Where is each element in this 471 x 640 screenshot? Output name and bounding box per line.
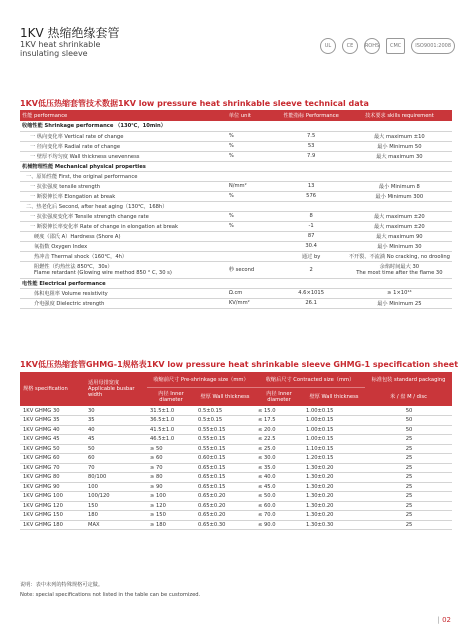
table-cell: 13 — [276, 181, 347, 191]
table-cell: 70 — [85, 463, 147, 473]
table-cell: 电性能 Electrical performance — [20, 278, 227, 288]
col-header-performance: 性能 performance — [20, 110, 227, 121]
table-cell: Ω.cm — [227, 288, 276, 298]
table-row — [20, 161, 452, 171]
table-cell: 25 — [365, 511, 452, 521]
table-cell: 1.30±0.20 — [303, 473, 365, 483]
iso-cert-icon: ISO9001:2008 — [411, 38, 455, 54]
table-row — [20, 171, 452, 181]
col-header-pre-wall: 壁厚 Wall thickness — [195, 388, 255, 406]
table-cell: 最大 maximum 90 — [347, 231, 452, 241]
col-header-m-per-disc: 米 / 盘 M / disc — [365, 388, 452, 406]
table-cell — [227, 278, 276, 288]
table-cell — [227, 251, 276, 261]
table-cell: -1 — [276, 221, 347, 231]
col-header-con-inner: 内径 Inner diameter — [255, 388, 303, 406]
table-cell: 1KV GHMG 40 — [20, 425, 85, 435]
table-cell: ≤ 15.0 — [255, 406, 303, 416]
rohs-cert-icon: ROHS — [364, 38, 380, 54]
table-cell: 41.5±1.0 — [147, 425, 195, 435]
cmc-cert-icon: CMC — [386, 38, 405, 54]
table-cell: 1.00±0.15 — [303, 406, 365, 416]
table-cell: 最小 Minimum 300 — [347, 191, 452, 201]
table-cell: 80/100 — [85, 473, 147, 483]
col-header-packaging: 标准包装 standard packaging — [365, 372, 452, 388]
table-row — [20, 473, 452, 483]
table-cell: 1KV GHMG 100 — [20, 492, 85, 502]
table-cell: ≥ 60 — [147, 454, 195, 464]
table-row — [20, 141, 452, 151]
table-row — [20, 288, 452, 298]
table-row — [20, 298, 452, 308]
table-cell: MAX — [85, 520, 147, 530]
table-cell — [276, 171, 347, 181]
table-cell: ≤ 50.0 — [255, 492, 303, 502]
col-header-pre-shrink: 收缩前尺寸 Pre-shrinkage size（mm） — [147, 372, 255, 388]
table-cell: 一 断裂伸长率变化率 Rate of change in elongation at break — [20, 221, 227, 231]
table-cell: 7.9 — [276, 151, 347, 161]
table-cell — [276, 121, 347, 131]
col-header-unit: 单位 unit — [227, 110, 276, 121]
table-cell: ≤ 20.0 — [255, 425, 303, 435]
table-cell: ≥ 150 — [147, 511, 195, 521]
table-row — [20, 454, 452, 464]
table-cell: 31.5±1.0 — [147, 406, 195, 416]
table-cell: ≤ 90.0 — [255, 520, 303, 530]
table-row — [20, 211, 452, 221]
table-cell — [227, 161, 276, 171]
table-cell: 机械物理性能 Mechanical physical properties — [20, 161, 227, 171]
table-row — [20, 201, 452, 211]
table-row — [20, 501, 452, 511]
table-cell: 25 — [365, 454, 452, 464]
table-cell: 1.30±0.20 — [303, 511, 365, 521]
table-cell: 1KV GHMG 50 — [20, 444, 85, 454]
table-row — [20, 444, 452, 454]
table-cell: 53 — [276, 141, 347, 151]
table-cell: 一 径向变化率 Radial rate of change — [20, 141, 227, 151]
table-cell: 26.1 — [276, 298, 347, 308]
table-cell: 1.00±0.15 — [303, 425, 365, 435]
table-cell: 4.6×1015 — [276, 288, 347, 298]
table-cell — [347, 261, 452, 278]
table-cell: 1KV GHMG 90 — [20, 482, 85, 492]
spec-header-row-1 — [20, 372, 452, 388]
table-row — [20, 241, 452, 251]
table-cell: 46.5±1.0 — [147, 435, 195, 445]
page-title-cn: 1KV 热缩绝缘套管 — [20, 26, 120, 40]
table-cell: 1KV GHMG 150 — [20, 511, 85, 521]
table-cell: 0.55±0.15 — [195, 435, 255, 445]
table-cell: 1.30±0.20 — [303, 492, 365, 502]
specification-body — [20, 406, 452, 530]
col-header-busbar-width: 适用母排宽度 Applicable busbar width — [85, 372, 147, 406]
table-cell — [227, 121, 276, 131]
page-number-value: 02 — [442, 616, 451, 624]
table-row — [20, 251, 452, 261]
table-cell: 1.00±0.15 — [303, 416, 365, 426]
table-row — [20, 492, 452, 502]
table-cell: 1.30±0.20 — [303, 501, 365, 511]
cell-line: 阻燃性（灼热丝法 850℃，30s） — [34, 264, 113, 270]
table-cell: 最小 Minimum 25 — [347, 298, 452, 308]
table-cell: 一 抗张强度变化率 Tensile strength change rate — [20, 211, 227, 221]
table-cell: 36.5±1.0 — [147, 416, 195, 426]
table-row — [20, 151, 452, 161]
table-cell: 30 — [85, 406, 147, 416]
table-cell — [276, 278, 347, 288]
table-cell: ≤ 17.5 — [255, 416, 303, 426]
table-cell: 最小 Minimum 30 — [347, 241, 452, 251]
page-title-en: 1KV heat shrinkable insulating sleeve — [20, 40, 101, 58]
section-title-technical-data: 1KV低压热缩套管技术数据1KV low pressure heat shrinkable sleeve technical data — [20, 99, 369, 108]
table-cell: 7.5 — [276, 131, 347, 141]
table-cell: KV/mm² — [227, 298, 276, 308]
certification-logos — [320, 38, 455, 54]
table-cell: 0.5±0.15 — [195, 416, 255, 426]
col-header-pre-inner: 内径 Inner diameter — [147, 388, 195, 406]
table-cell: 1KV GHMG 60 — [20, 454, 85, 464]
table-cell: 介电强度 Dielectric strength — [20, 298, 227, 308]
table-cell: 1.10±0.15 — [303, 444, 365, 454]
col-header-requirement: 技术要求 skills requirement — [347, 110, 452, 121]
table-cell: 二、热老化后 Second, after heat aging（130℃，168h） — [20, 201, 227, 211]
table-row — [20, 406, 452, 416]
table-cell: 0.55±0.15 — [195, 425, 255, 435]
table-cell: 最大 maximum ±20 — [347, 221, 452, 231]
ce-cert-icon: CE — [342, 38, 358, 54]
table-cell: 60 — [85, 454, 147, 464]
table-cell: ≥ 100 — [147, 492, 195, 502]
table-cell: 一 抗张强度 tensile strength — [20, 181, 227, 191]
table-cell: % — [227, 191, 276, 201]
table-cell: 0.65±0.20 — [195, 501, 255, 511]
table-cell: ≤ 60.0 — [255, 501, 303, 511]
table-cell: 最大 maximum ±10 — [347, 131, 452, 141]
table-cell: 100/120 — [85, 492, 147, 502]
table-cell: % — [227, 151, 276, 161]
table-cell: 50 — [85, 444, 147, 454]
table-cell: 一、原始性能 First, the original performance — [20, 171, 227, 181]
technical-data-body — [20, 110, 452, 308]
table-cell: 576 — [276, 191, 347, 201]
table-cell: 30.4 — [276, 241, 347, 251]
table-cell — [276, 201, 347, 211]
table-cell: 25 — [365, 501, 452, 511]
table-row — [20, 181, 452, 191]
table-cell: 180 — [85, 511, 147, 521]
table-cell: 收缩性能 Shrinkage performance （130℃，10min） — [20, 121, 227, 131]
table-cell: 体积电阻率 Volume resistivity — [20, 288, 227, 298]
table-row — [20, 463, 452, 473]
table-cell: ≤ 40.0 — [255, 473, 303, 483]
table-cell: % — [227, 131, 276, 141]
table-cell: ≥ 1×10¹⁴ — [347, 288, 452, 298]
table-cell: 0.55±0.15 — [195, 444, 255, 454]
table-cell — [347, 201, 452, 211]
table-cell: 0.65±0.15 — [195, 473, 255, 483]
table-cell: 0.65±0.15 — [195, 463, 255, 473]
table-cell: 25 — [365, 482, 452, 492]
table-cell: % — [227, 141, 276, 151]
table-cell: 最小 Minimum 8 — [347, 181, 452, 191]
table-cell — [276, 161, 347, 171]
table-row — [20, 131, 452, 141]
table-cell: 1.00±0.15 — [303, 435, 365, 445]
table-cell: ≤ 45.0 — [255, 482, 303, 492]
section-title-spec-sheet: 1KV低压热缩套管GHMG-1规格表1KV low pressure heat shrinkable sleeve GHMG-1 specification sheet — [20, 360, 459, 369]
table-cell: 1KV GHMG 45 — [20, 435, 85, 445]
table-cell: ≥ 50 — [147, 444, 195, 454]
table-cell: 一 断裂伸长率 Elongation at break — [20, 191, 227, 201]
table-cell: 2 — [276, 261, 347, 278]
table-cell: 最大 maximum ±20 — [347, 211, 452, 221]
table-cell: 1.30±0.20 — [303, 482, 365, 492]
table-cell: % — [227, 211, 276, 221]
table-row — [20, 191, 452, 201]
page-number: | 02 — [437, 616, 451, 624]
table-cell: ≤ 22.5 — [255, 435, 303, 445]
table-cell: 1KV GHMG 180 — [20, 520, 85, 530]
table-cell: 87 — [276, 231, 347, 241]
table-row — [20, 482, 452, 492]
cell-line: Flame retardant (Glowing wire method 850 ° C, 30 s) — [34, 270, 172, 276]
table-cell: % — [227, 221, 276, 231]
table-cell — [227, 231, 276, 241]
table-cell: 1KV GHMG 80 — [20, 473, 85, 483]
table-cell: 最小 Minimum 50 — [347, 141, 452, 151]
table-cell: N/mm² — [227, 181, 276, 191]
table-cell: 通过 by — [276, 251, 347, 261]
table-cell: 40 — [85, 425, 147, 435]
table-row — [20, 435, 452, 445]
table-cell: 100 — [85, 482, 147, 492]
table-cell: 25 — [365, 473, 452, 483]
table-row — [20, 416, 452, 426]
table-cell — [347, 171, 452, 181]
table-cell: 25 — [365, 492, 452, 502]
table-cell: 1KV GHMG 70 — [20, 463, 85, 473]
table-cell: ≤ 25.0 — [255, 444, 303, 454]
ul-cert-icon: UL — [320, 38, 336, 54]
note-cn: 说明：表中未列的特殊规格可定做。 — [20, 582, 104, 588]
table-cell: 0.65±0.20 — [195, 511, 255, 521]
table-cell: 45 — [85, 435, 147, 445]
table-cell: ≥ 80 — [147, 473, 195, 483]
table-cell — [20, 261, 227, 278]
table-row — [20, 121, 452, 131]
table-cell: 1KV GHMG 35 — [20, 416, 85, 426]
table-cell — [347, 278, 452, 288]
table-cell: ≤ 35.0 — [255, 463, 303, 473]
table-cell: 25 — [365, 435, 452, 445]
table-row — [20, 231, 452, 241]
table-cell: 硬度（邵氏 A）Hardness (Shore A) — [20, 231, 227, 241]
table-cell: 一 壁厚不均匀度 Wall thickness unevenness — [20, 151, 227, 161]
cell-line: 余焰时间最大 30 — [379, 264, 420, 270]
specification-table — [20, 372, 452, 530]
technical-data-table — [20, 110, 452, 309]
table-cell: 1KV GHMG 30 — [20, 406, 85, 416]
table-cell: ≤ 70.0 — [255, 511, 303, 521]
note-en: Note: special specifications not listed in the table can be customized. — [20, 592, 201, 598]
table-cell: 1.30±0.30 — [303, 520, 365, 530]
table-cell: 0.65±0.30 — [195, 520, 255, 530]
table-cell: 0.65±0.15 — [195, 482, 255, 492]
table-cell: ≥ 180 — [147, 520, 195, 530]
table-row — [20, 278, 452, 288]
table-row — [20, 261, 452, 278]
table-cell: 50 — [365, 425, 452, 435]
cell-line: The most time after the flame 30 — [356, 270, 443, 276]
table-cell: 50 — [365, 416, 452, 426]
table-cell: 1KV GHMG 120 — [20, 501, 85, 511]
table-cell — [347, 161, 452, 171]
table-cell: 8 — [276, 211, 347, 221]
table-cell: 热冲击 Thermal shock（160℃，4h） — [20, 251, 227, 261]
table-cell: ≥ 70 — [147, 463, 195, 473]
table-cell — [227, 171, 276, 181]
table-cell: 0.65±0.20 — [195, 492, 255, 502]
table-cell: ≥ 120 — [147, 501, 195, 511]
table-cell: 25 — [365, 444, 452, 454]
table-cell: 1.30±0.20 — [303, 463, 365, 473]
table-row — [20, 221, 452, 231]
table-cell — [347, 121, 452, 131]
table-cell — [227, 201, 276, 211]
table-cell — [227, 241, 276, 251]
table-cell: 一 纵向变化率 Vertical rate of change — [20, 131, 227, 141]
table-cell: 35 — [85, 416, 147, 426]
table-header-row — [20, 110, 452, 121]
table-row — [20, 511, 452, 521]
table-cell: 25 — [365, 520, 452, 530]
table-cell: 150 — [85, 501, 147, 511]
table-cell: 1.20±0.15 — [303, 454, 365, 464]
table-row — [20, 425, 452, 435]
col-header-contracted: 收缩后尺寸 Contracted size（mm） — [255, 372, 365, 388]
table-cell: 25 — [365, 463, 452, 473]
table-cell: 50 — [365, 406, 452, 416]
col-header-value: 性能指标 Performance — [276, 110, 347, 121]
table-cell: ≤ 30.0 — [255, 454, 303, 464]
table-cell: 0.5±0.15 — [195, 406, 255, 416]
table-cell: ≥ 90 — [147, 482, 195, 492]
table-cell: 0.60±0.15 — [195, 454, 255, 464]
table-cell: 不开裂、不流淌 No cracking, no drooling — [347, 251, 452, 261]
table-cell: 氧指数 Oxygen Index — [20, 241, 227, 251]
col-header-spec: 规格 specification — [20, 372, 85, 406]
table-cell: 秒 second — [227, 261, 276, 278]
table-cell: 最大 maximum 30 — [347, 151, 452, 161]
table-row — [20, 520, 452, 530]
col-header-con-wall: 壁厚 Wall thickness — [303, 388, 365, 406]
